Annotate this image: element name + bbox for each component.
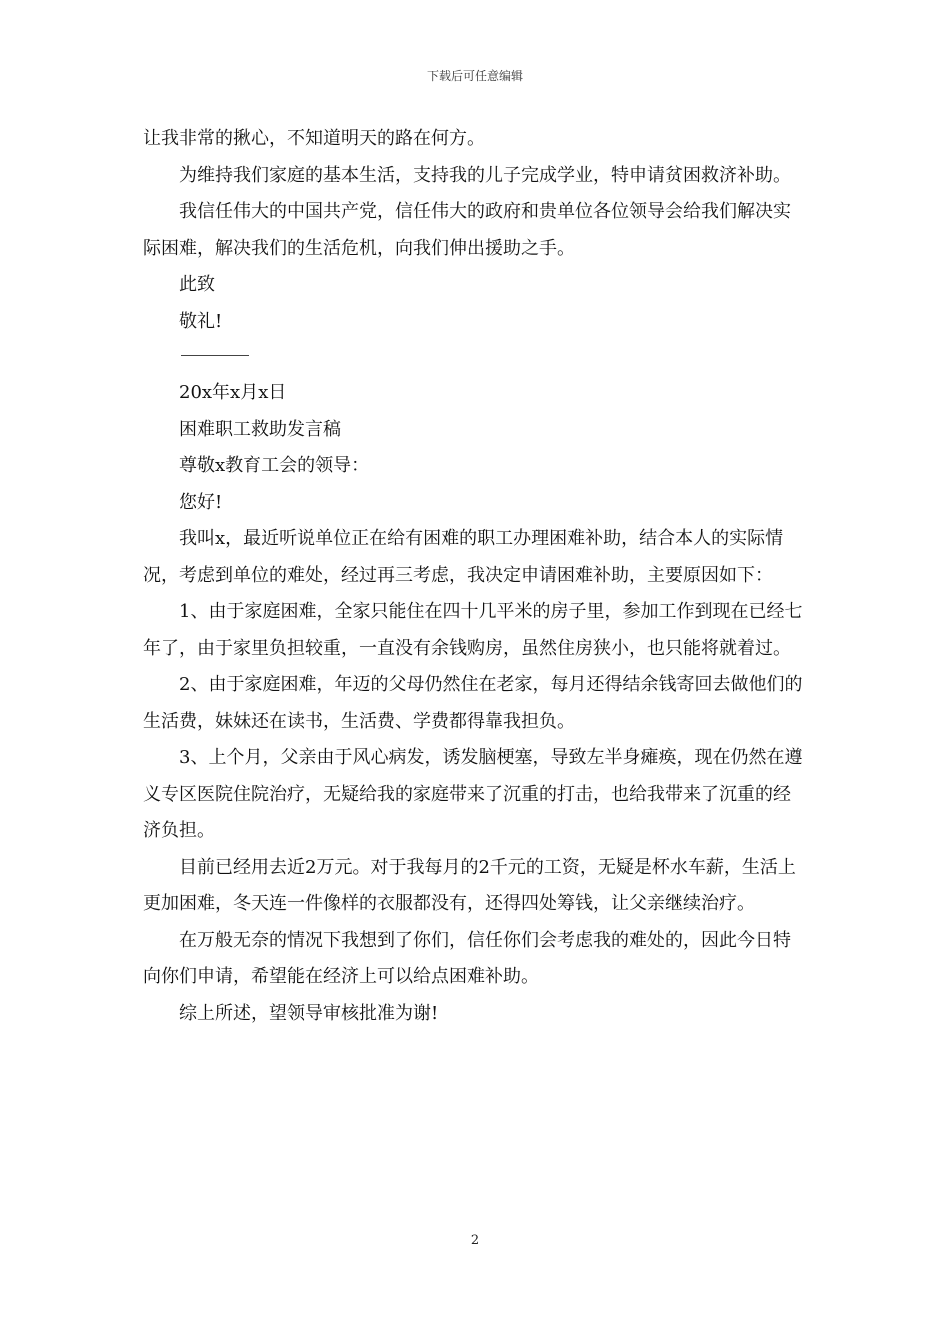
page-number: 2 (470, 1233, 480, 1248)
greeting: 您好! (179, 491, 223, 513)
page-header: 下载后可任意编辑 (426, 69, 523, 83)
paragraph: 我信任伟大的中国共产党，信任伟大的政府和贵单位各位领导会给我们解决实际困难，解决我们的生活危机，向我们伸出援助之手。 (143, 201, 791, 259)
document-body (143, 121, 808, 1032)
paragraph: 2、由于家庭困难，年迈的父母仍然住在老家，每月还得结余钱寄回去做他们的生活费，妹妹还在读书，生活费、学费都得靠我担负。 (143, 674, 803, 732)
salutation: 尊敬x教育工会的领导： (179, 455, 370, 476)
paragraph: 在万般无奈的情况下我想到了你们，信任你们会考虑我的难处的，因此今日特向你们申请，希望能在经济上可以给点困难补助。 (143, 929, 791, 987)
paragraph: 3、上个月，父亲由于风心病发，诱发脑梗塞，导致左半身瘫痪，现在仍然在遵义专区医院住院治疗，无疑给我的家庭带来了沉重的打击，也给我带来了沉重的经济负担。 (143, 747, 803, 841)
date-line: 20x年x月x日 (179, 382, 287, 403)
paragraph: 目前已经用去近2万元。对于我每月的2千元的工资，无疑是杯水车薪，生活上更加困难，冬天连一件像样的衣服都没有，还得四处筹钱，让父亲继续治疗。 (143, 856, 796, 914)
section-title: 困难职工救助发言稿 (179, 418, 341, 440)
paragraph: 为维持我们家庭的基本生活，支持我的儿子完成学业，特申请贫困救济补助。 (179, 164, 791, 186)
paragraph: 综上所述，望领导审核批准为谢! (179, 1002, 439, 1024)
signature-line (181, 355, 249, 356)
paragraph: 1、由于家庭困难，全家只能住在四十几平米的房子里，参加工作到现在已经七年了，由于家里负担较重，一直没有余钱购房，虽然住房狭小，也只能将就着过。 (143, 601, 803, 659)
paragraph: 让我非常的揪心，不知道明天的路在何方。 (143, 128, 485, 149)
closing-salutation: 此致 (179, 274, 215, 295)
paragraph: 我叫x，最近听说单位正在给有困难的职工办理困难补助，结合本人的实际情况，考虑到单位的难处，经过再三考虑，我决定申请困难补助，主要原因如下： (143, 528, 784, 586)
closing-regards: 敬礼! (179, 310, 223, 332)
